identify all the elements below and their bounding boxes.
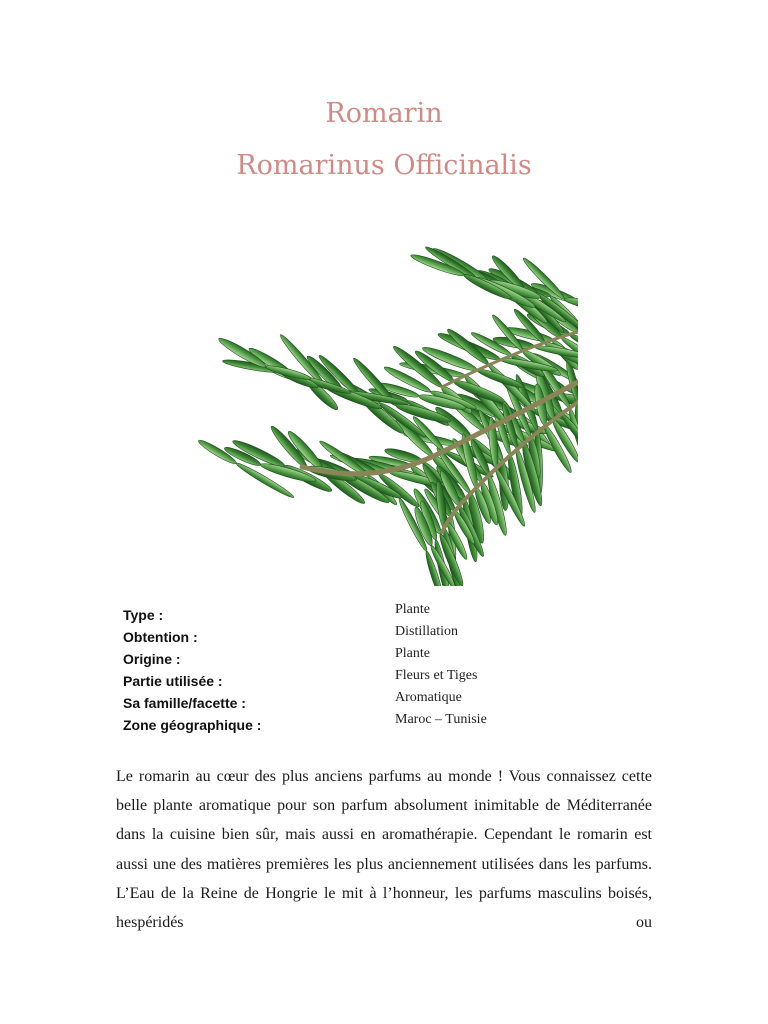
page-subtitle: Romarinus Officinalis <box>236 150 532 181</box>
spec-label-famille: Sa famille/facette : <box>123 695 246 711</box>
spec-value-obtention: Distillation <box>395 624 458 639</box>
spec-label-type: Type : <box>123 607 164 623</box>
spec-value-famille: Aromatique <box>395 690 462 705</box>
page-title: Romarin <box>325 98 443 129</box>
body-paragraph: Le romarin au cœur des plus anciens parfums au monde ! Vous connaissez cette belle plante aromatique pour son parfum absolument inimitable de Méditerranée dans la cuisine bien sûr, mais aussi en aromathérapie. Cependant le romarin est aussi une des matières premières les plus anciennement utilisées dans les parfums. L’Eau de la Reine de Hongrie le mit à l’honneur, les parfums masculins boisés, hespéridés ou <box>116 768 652 932</box>
rosemary-sprig-illustration <box>192 212 578 586</box>
spec-value-partie: Fleurs et Tiges <box>395 668 478 683</box>
spec-value-type: Plante <box>395 602 430 617</box>
spec-label-zone: Zone géographique : <box>123 717 262 733</box>
spec-value-zone: Maroc – Tunisie <box>395 712 487 727</box>
spec-label-obtention: Obtention : <box>123 629 198 645</box>
spec-label-partie: Partie utilisée : <box>123 673 223 689</box>
sprig-leaves <box>197 244 578 586</box>
spec-value-origine: Plante <box>395 646 430 661</box>
spec-label-origine: Origine : <box>123 651 181 667</box>
